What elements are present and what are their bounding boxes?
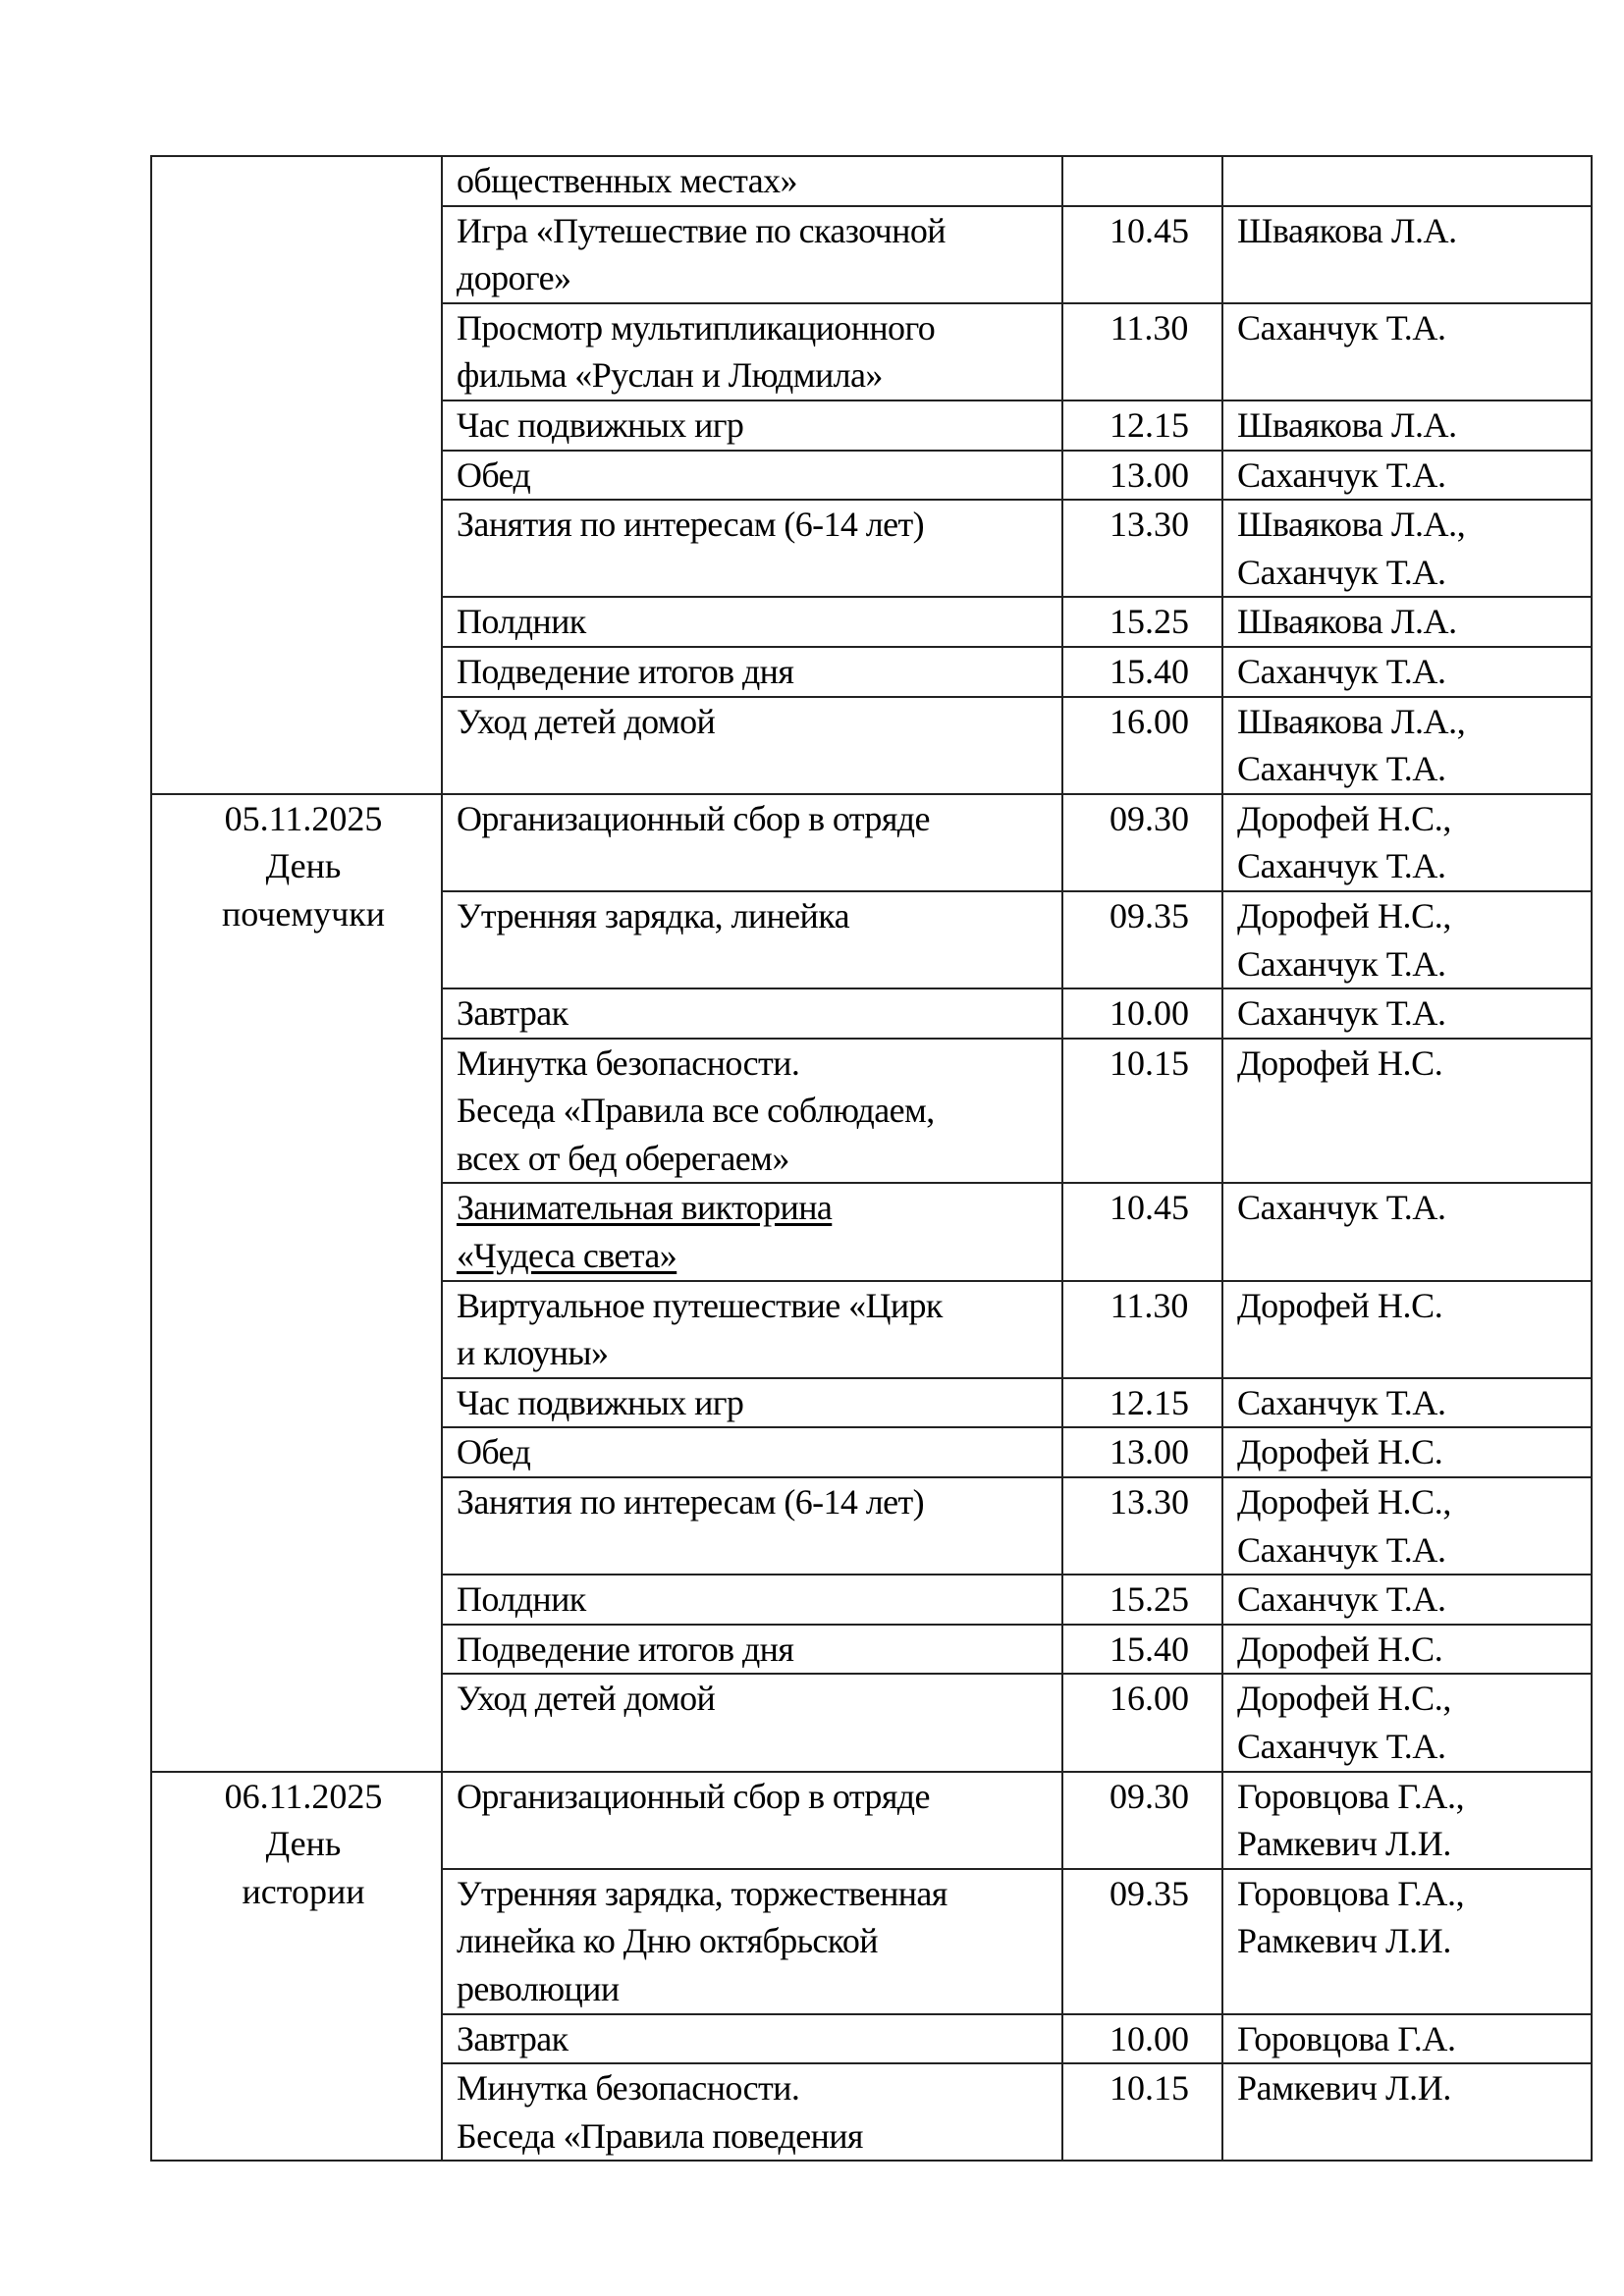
activity-cell bbox=[442, 1674, 1062, 1771]
responsible-cell bbox=[1222, 1869, 1592, 2014]
activity-cell bbox=[442, 1477, 1062, 1575]
activity-cell bbox=[442, 1772, 1062, 1869]
time-cell bbox=[1062, 1674, 1222, 1771]
responsible-person: Горовцова Г.А. bbox=[1237, 2018, 1456, 2058]
responsible-person: Саханчук Т.А. bbox=[1237, 307, 1446, 347]
activity-cell bbox=[442, 500, 1062, 597]
day-date: 06.11.2025 bbox=[224, 1776, 383, 1816]
responsible-cell bbox=[1222, 647, 1592, 697]
responsible-cell bbox=[1222, 303, 1592, 400]
activity-cell bbox=[442, 303, 1062, 400]
activity-cell bbox=[442, 206, 1062, 303]
time-text: 16.00 bbox=[1110, 1679, 1189, 1719]
activity-text: Обед bbox=[457, 1432, 531, 1472]
responsible-cell bbox=[1222, 1281, 1592, 1378]
activity-cell bbox=[442, 400, 1062, 451]
time-text: 15.25 bbox=[1110, 1579, 1189, 1620]
time-cell bbox=[1062, 303, 1222, 400]
time-cell bbox=[1062, 1477, 1222, 1575]
time-cell bbox=[1062, 794, 1222, 891]
time-cell bbox=[1062, 988, 1222, 1039]
responsible-person: Дорофей Н.С. bbox=[1237, 1629, 1443, 1669]
activity-cell bbox=[442, 2063, 1062, 2161]
responsible-cell bbox=[1222, 1039, 1592, 1184]
responsible-cell bbox=[1222, 156, 1592, 206]
time-cell bbox=[1062, 597, 1222, 647]
day-cell bbox=[151, 1772, 442, 2162]
responsible-person: Дорофей Н.С. bbox=[1237, 1285, 1443, 1325]
time-text: 10.15 bbox=[1110, 2068, 1189, 2109]
activity-cell bbox=[442, 794, 1062, 891]
time-text: 09.30 bbox=[1110, 1776, 1189, 1816]
activity-text: Виртуальное путешествие «Цирк bbox=[457, 1285, 943, 1325]
time-text: 10.45 bbox=[1110, 210, 1189, 250]
activity-text: всех от бед оберегаем» bbox=[457, 1138, 789, 1178]
time-text: 09.35 bbox=[1110, 895, 1189, 935]
responsible-person: Саханчук Т.А. bbox=[1237, 552, 1446, 592]
time-cell bbox=[1062, 647, 1222, 697]
time-text: 11.30 bbox=[1110, 307, 1189, 347]
responsible-person: Горовцова Г.А., bbox=[1237, 1873, 1465, 1913]
activity-text: Уход детей домой bbox=[457, 701, 716, 741]
time-text: 13.30 bbox=[1110, 1482, 1189, 1522]
responsible-cell bbox=[1222, 1575, 1592, 1625]
responsible-person: Дорофей Н.С. bbox=[1237, 1432, 1443, 1472]
time-text: 10.45 bbox=[1110, 1188, 1189, 1228]
responsible-person: Саханчук Т.А. bbox=[1237, 1579, 1446, 1620]
activity-cell bbox=[442, 156, 1062, 206]
activity-text: Занятия по интересам (6-14 лет) bbox=[457, 505, 924, 545]
responsible-cell bbox=[1222, 1625, 1592, 1675]
time-text: 12.15 bbox=[1110, 404, 1189, 445]
activity-text: Минутка безопасности. bbox=[457, 2068, 800, 2109]
time-text: 09.35 bbox=[1110, 1873, 1189, 1913]
responsible-cell bbox=[1222, 697, 1592, 794]
activity-text: Подведение итогов дня bbox=[457, 1629, 794, 1669]
responsible-cell bbox=[1222, 500, 1592, 597]
time-cell bbox=[1062, 500, 1222, 597]
time-text: 10.00 bbox=[1110, 993, 1189, 1034]
responsible-person: Шваякова Л.А., bbox=[1237, 701, 1466, 741]
responsible-person: Дорофей Н.С., bbox=[1237, 895, 1451, 935]
responsible-person: Саханчук Т.А. bbox=[1237, 1382, 1446, 1422]
activity-text: Завтрак bbox=[457, 993, 568, 1034]
activity-text: Утренняя зарядка, линейка bbox=[457, 895, 849, 935]
responsible-cell bbox=[1222, 206, 1592, 303]
schedule-body bbox=[151, 156, 1592, 2161]
time-cell bbox=[1062, 1427, 1222, 1477]
activity-cell bbox=[442, 1281, 1062, 1378]
responsible-person: Саханчук Т.А. bbox=[1237, 651, 1446, 691]
activity-text: Обед bbox=[457, 454, 531, 495]
time-text: 13.00 bbox=[1110, 1432, 1189, 1472]
time-cell bbox=[1062, 1869, 1222, 2014]
activity-cell bbox=[442, 451, 1062, 501]
time-cell bbox=[1062, 1772, 1222, 1869]
day-theme: почемучки bbox=[221, 893, 386, 934]
responsible-person: Шваякова Л.А. bbox=[1237, 602, 1457, 642]
activity-cell bbox=[442, 1378, 1062, 1428]
responsible-person: Рамкевич Л.И. bbox=[1237, 1824, 1451, 1864]
day-cell bbox=[151, 794, 442, 1772]
responsible-cell bbox=[1222, 891, 1592, 988]
time-cell bbox=[1062, 206, 1222, 303]
day-theme: истории bbox=[242, 1871, 365, 1911]
responsible-person: Рамкевич Л.И. bbox=[1237, 1921, 1451, 1961]
time-text: 11.30 bbox=[1110, 1285, 1189, 1325]
activity-cell bbox=[442, 1575, 1062, 1625]
activity-cell bbox=[442, 1183, 1062, 1280]
time-text: 10.15 bbox=[1110, 1042, 1189, 1083]
activity-text: Беседа «Правила все соблюдаем, bbox=[457, 1091, 935, 1131]
time-text: 15.40 bbox=[1110, 1629, 1189, 1669]
time-cell bbox=[1062, 2063, 1222, 2161]
activity-cell bbox=[442, 1039, 1062, 1184]
responsible-cell bbox=[1222, 1427, 1592, 1477]
day-cell bbox=[151, 156, 442, 794]
activity-text: Занимательная викторина bbox=[457, 1188, 833, 1228]
activity-text: Организационный сбор в отряде bbox=[457, 1776, 930, 1816]
responsible-cell bbox=[1222, 597, 1592, 647]
time-cell bbox=[1062, 697, 1222, 794]
time-cell bbox=[1062, 1281, 1222, 1378]
responsible-cell bbox=[1222, 2014, 1592, 2064]
day-date: 05.11.2025 bbox=[224, 798, 383, 838]
responsible-cell bbox=[1222, 1674, 1592, 1771]
activity-text: Минутка безопасности. bbox=[457, 1042, 800, 1083]
time-text: 15.40 bbox=[1110, 651, 1189, 691]
time-text: 15.25 bbox=[1110, 602, 1189, 642]
day-theme: День bbox=[265, 1824, 342, 1864]
responsible-cell bbox=[1222, 400, 1592, 451]
activity-text: «Чудеса света» bbox=[457, 1236, 677, 1276]
responsible-cell bbox=[1222, 1183, 1592, 1280]
activity-text: Полдник bbox=[457, 602, 586, 642]
time-cell bbox=[1062, 1183, 1222, 1280]
activity-cell bbox=[442, 647, 1062, 697]
responsible-person: Саханчук Т.А. bbox=[1237, 1727, 1446, 1766]
activity-cell bbox=[442, 1427, 1062, 1477]
time-cell bbox=[1062, 400, 1222, 451]
responsible-person: Саханчук Т.А. bbox=[1237, 1188, 1446, 1228]
day-theme: День bbox=[265, 846, 342, 886]
responsible-person: Саханчук Т.А. bbox=[1237, 846, 1446, 886]
activity-text: Организационный сбор в отряде bbox=[457, 798, 930, 838]
schedule-row bbox=[151, 794, 1592, 891]
activity-text: линейка ко Дню октябрьской bbox=[457, 1921, 878, 1961]
activity-text: Игра «Путешествие по сказочной bbox=[457, 210, 946, 250]
time-cell bbox=[1062, 451, 1222, 501]
responsible-person: Дорофей Н.С., bbox=[1237, 1679, 1451, 1719]
time-text: 09.30 bbox=[1110, 798, 1189, 838]
responsible-person: Дорофей Н.С., bbox=[1237, 1482, 1451, 1522]
responsible-cell bbox=[1222, 1477, 1592, 1575]
time-text: 12.15 bbox=[1110, 1382, 1189, 1422]
time-cell bbox=[1062, 1378, 1222, 1428]
responsible-person: Саханчук Т.А. bbox=[1237, 993, 1446, 1034]
responsible-person: Шваякова Л.А., bbox=[1237, 505, 1466, 545]
schedule-row bbox=[151, 1772, 1592, 1869]
responsible-cell bbox=[1222, 988, 1592, 1039]
responsible-cell bbox=[1222, 1772, 1592, 1869]
activity-text: Подведение итогов дня bbox=[457, 651, 794, 691]
activity-cell bbox=[442, 597, 1062, 647]
responsible-person: Рамкевич Л.И. bbox=[1237, 2068, 1451, 2109]
responsible-person: Саханчук Т.А. bbox=[1237, 749, 1446, 789]
time-cell bbox=[1062, 1625, 1222, 1675]
schedule-table bbox=[150, 155, 1593, 2162]
responsible-person: Шваякова Л.А. bbox=[1237, 210, 1457, 250]
activity-text: дороге» bbox=[457, 258, 571, 298]
activity-text: и клоуны» bbox=[457, 1333, 609, 1373]
responsible-person: Саханчук Т.А. bbox=[1237, 454, 1446, 495]
activity-cell bbox=[442, 1625, 1062, 1675]
responsible-person: Саханчук Т.А. bbox=[1237, 1529, 1446, 1570]
time-cell bbox=[1062, 156, 1222, 206]
time-text: 16.00 bbox=[1110, 701, 1189, 741]
activity-text: Час подвижных игр bbox=[457, 404, 744, 445]
activity-cell bbox=[442, 1869, 1062, 2014]
responsible-person: Дорофей Н.С. bbox=[1237, 1042, 1443, 1083]
responsible-person: Саханчук Т.А. bbox=[1237, 943, 1446, 984]
time-cell bbox=[1062, 2014, 1222, 2064]
activity-text: Завтрак bbox=[457, 2018, 568, 2058]
responsible-cell bbox=[1222, 451, 1592, 501]
responsible-person: Горовцова Г.А., bbox=[1237, 1776, 1465, 1816]
activity-text: фильма «Руслан и Людмила» bbox=[457, 355, 883, 396]
activity-cell bbox=[442, 891, 1062, 988]
responsible-cell bbox=[1222, 2063, 1592, 2161]
time-text: 13.00 bbox=[1110, 454, 1189, 495]
responsible-person: Шваякова Л.А. bbox=[1237, 404, 1457, 445]
time-cell bbox=[1062, 1039, 1222, 1184]
activity-cell bbox=[442, 697, 1062, 794]
activity-cell bbox=[442, 2014, 1062, 2064]
time-cell bbox=[1062, 891, 1222, 988]
activity-text: Час подвижных игр bbox=[457, 1382, 744, 1422]
activity-text: общественных местах» bbox=[457, 161, 797, 200]
activity-text: Беседа «Правила поведения bbox=[457, 2115, 863, 2156]
activity-text: революции bbox=[457, 1968, 620, 2008]
responsible-cell bbox=[1222, 794, 1592, 891]
activity-text: Уход детей домой bbox=[457, 1679, 716, 1719]
activity-cell bbox=[442, 988, 1062, 1039]
responsible-person: Дорофей Н.С., bbox=[1237, 798, 1451, 838]
time-text: 13.30 bbox=[1110, 505, 1189, 545]
responsible-cell bbox=[1222, 1378, 1592, 1428]
activity-text: Просмотр мультипликационного bbox=[457, 307, 936, 347]
time-cell bbox=[1062, 1575, 1222, 1625]
activity-text: Занятия по интересам (6-14 лет) bbox=[457, 1482, 924, 1522]
activity-text: Утренняя зарядка, торжественная bbox=[457, 1873, 947, 1913]
schedule-row bbox=[151, 156, 1592, 206]
activity-text: Полдник bbox=[457, 1579, 586, 1620]
time-text: 10.00 bbox=[1110, 2018, 1189, 2058]
